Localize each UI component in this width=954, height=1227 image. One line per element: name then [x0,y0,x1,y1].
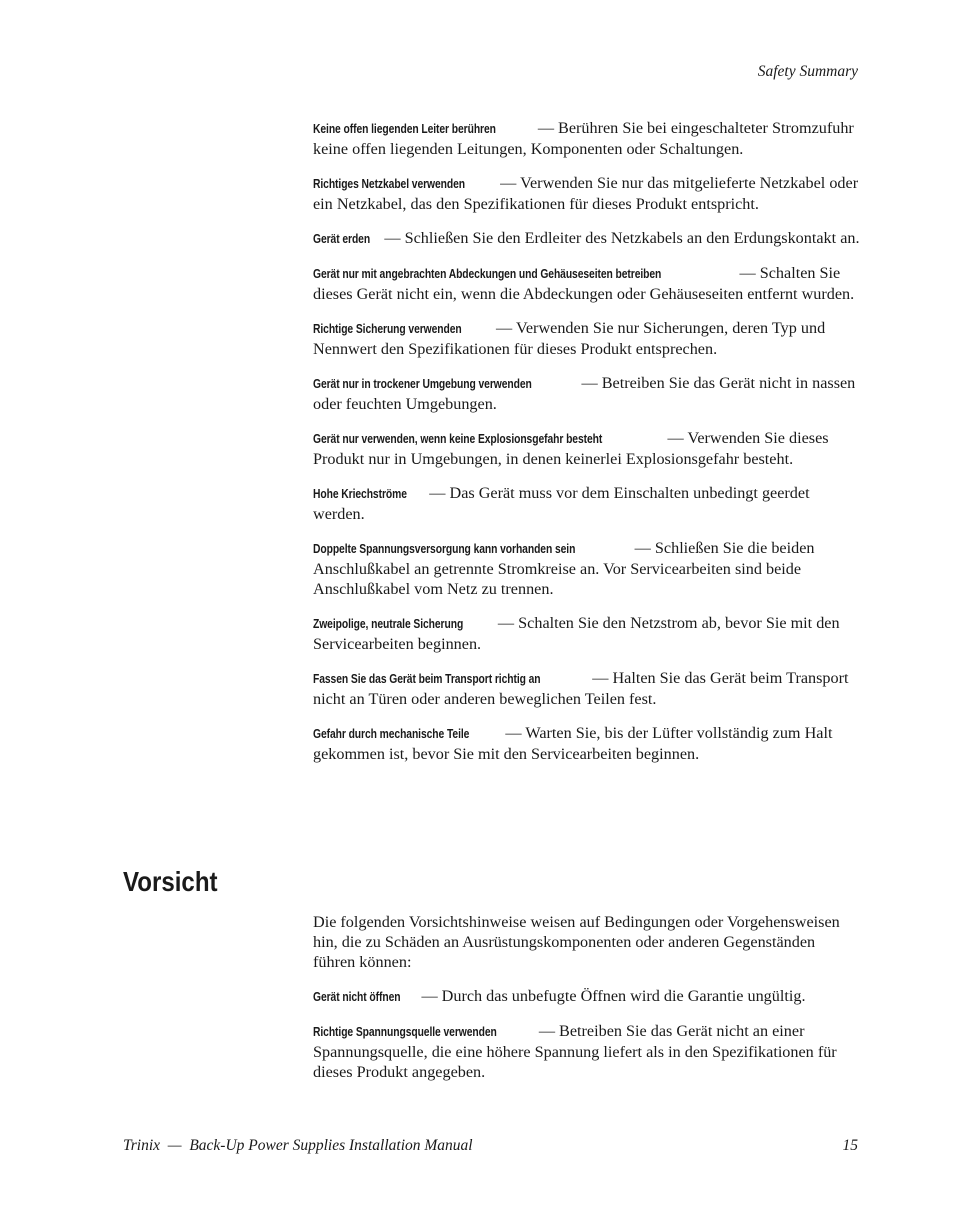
warning-term: Richtige Sicherung verwenden [313,322,462,336]
caution-term: Gerät nicht öffnen [313,990,401,1004]
warning-item [313,538,861,599]
warning-term: Gefahr durch mechanische Teile [313,727,470,741]
warning-term: Fassen Sie das Gerät beim Transport richtig an [313,672,541,686]
warning-item [313,228,861,249]
warning-item [313,173,861,214]
warning-text: — Schließen Sie den Erdleiter des Netzkabels an den Erdungskontakt an. [384,229,860,247]
footer-page-number: 15 [842,1137,858,1154]
warning-term: Hohe Kriechströme [313,487,407,501]
footer-manual-title: Trinix — Back-Up Power Supplies Installation Manual [123,1137,473,1154]
warning-item [313,318,861,359]
warning-term: Gerät nur in trockener Umgebung verwenden [313,377,532,391]
warning-term: Richtiges Netzkabel verwenden [313,177,466,191]
warning-item [313,373,861,414]
warning-item [313,483,861,524]
caution-item [313,1021,861,1082]
warning-item [313,668,861,709]
warning-item [313,613,861,654]
warning-term: Keine offen liegenden Leiter berühren [313,122,496,136]
warning-text: — Verwenden Sie nur das mitgelieferte Netzkabel oder ein Netzkabel, das den Spezifikationen für dieses Produkt entspricht. [313,174,859,213]
running-header: Safety Summary [757,63,858,80]
warning-text: — Schließen Sie die beiden Anschlußkabel an getrennte Stromkreise an. Vor Servicearbeiten sind beide Anschlußkabel vom Netz zu trennen. [313,539,815,598]
warning-item [313,263,861,304]
warning-term: Gerät nur verwenden, wenn keine Explosionsgefahr besteht [313,432,603,446]
warning-text: — Schalten Sie den Netzstrom ab, bevor Sie mit den Servicearbeiten beginnen. [313,614,840,653]
caution-term: Richtige Spannungsquelle verwenden [313,1025,497,1039]
warning-term: Zweipolige, neutrale Sicherung [313,617,464,631]
caution-intro: Die folgenden Vorsichtshinweise weisen auf Bedingungen oder Vorgehensweisen hin, die zu Schäden an Ausrüstungskomponenten oder anderen Gegenständen führen können: [313,913,840,971]
warning-text: — Betreiben Sie das Gerät nicht in nassen oder feuchten Umgebungen. [313,374,856,413]
warning-item [313,428,861,469]
warning-term: Doppelte Spannungsversorgung kann vorhanden sein [313,542,576,556]
warning-item [313,723,861,764]
warning-text: — Verwenden Sie dieses Produkt nur in Umgebungen, in denen keinerlei Explosionsgefahr besteht. [313,429,829,468]
warning-text: — Berühren Sie bei eingeschalteter Stromzufuhr keine offen liegenden Leitungen, Komponenten oder Schaltungen. [313,119,854,158]
caution-list [313,912,861,1096]
warning-text: — Halten Sie das Gerät beim Transport nicht an Türen oder anderen beweglichen Teilen fest. [313,669,849,708]
caution-item [313,986,861,1007]
warning-term: Gerät nur mit angebrachten Abdeckungen und Gehäuseseiten betreiben [313,267,662,281]
warning-text: — Verwenden Sie nur Sicherungen, deren Typ und Nennwert den Spezifikationen für dieses Produkt entsprechen. [313,319,826,358]
warnings-list [313,118,861,778]
warning-term: Gerät erden [313,232,371,246]
warning-text: — Schalten Sie dieses Gerät nicht ein, wenn die Abdeckungen oder Gehäuseseiten entfernt wurden. [313,264,855,303]
warning-text: — Warten Sie, bis der Lüfter vollständig zum Halt gekommen ist, bevor Sie mit den Servicearbeiten beginnen. [313,724,833,763]
warning-text: — Das Gerät muss vor dem Einschalten unbedingt geerdet werden. [313,484,810,523]
caution-text: — Durch das unbefugte Öffnen wird die Garantie ungültig. [421,987,806,1005]
caution-text: — Betreiben Sie das Gerät nicht an einer Spannungsquelle, die eine höhere Spannung liefert als in den Spezifikationen für dieses Produkt angegeben. [313,1022,837,1081]
section-heading: Vorsicht [123,866,218,897]
warning-item [313,118,861,159]
